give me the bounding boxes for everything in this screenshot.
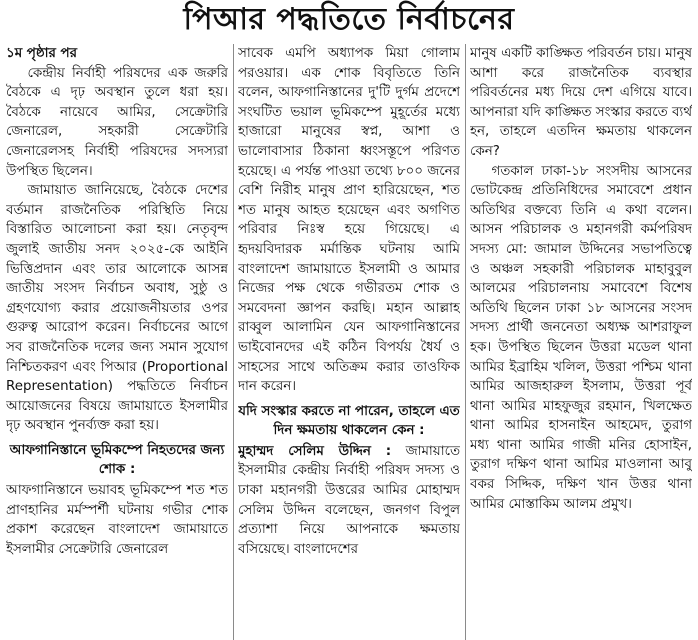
column-3-paragraph-2: গতকাল ঢাকা-১৮ সংসদীয় আসনের ভোটকেন্দ্র প্রতিনিধিদের সমাবেশে প্রধান অতিথির বক্তব্যে তিনি এ কথা বলেন। আসন পরিচালক ও মহানগরী কর্মপরিষদ সদস্য মো: জামাল উদ্দিনের সভাপতিত্বে ও অঞ্চল সহকারী পরিচালক মাহাবুবুল আলমের পরিচালনায় সমাবেশে বিশেষ অতিথি ছিলেন ঢাকা ১৮ আসনের সংসদ সদস্য প্রার্থী জননেতা অধ্যক্ষ আশরাফুল হক। উপস্থিত ছিলেন উত্তরা মডেল থানা আমির ইব্রাহিম খলিল, উত্তরা পশ্চিম থানা আমির আজহারুল ইসলাম, উত্তরা পূর্ব থানা আমির মাহফুজুর রহমান, খিলক্ষেত থানা আমির হাসনাইন আহমেদ, তুরাগ মধ্য থানা আমির গাজী মনির হোসাইন, তুরাগ দক্ষিণ থানা আমির মাওলানা আবু বকর সিদ্দিক, দক্ষিণ খান উত্তর থানা আমির মোস্তাকিম আলম প্রমুখ। [470,163,692,512]
subheading-reform-question: যদি সংস্কার করতে না পারেন, তাহলে এত দিন ক্ষমতায় থাকলেন কেন : [238,403,460,439]
column-1-paragraph-2: জামায়াত জানিয়েছে, বৈঠকে দেশের বর্তমান রাজনৈতিক পরিস্থিতি নিয়ে বিস্তারিত আলোচনা করা হয়। নেতৃবৃন্দ জুলাই জাতীয় সনদ ২০২৫-কে আইনি ভিত্তিপ্রদান এবং তার আলোকে আসন্ন জাতীয় সংসদ নির্বাচন অবাধ, সুষ্ঠু ও গ্রহণযোগ্য করার প্রয়োজনীয়তার ওপর গুরুত্ব আরোপ করেন। নির্বাচনের আগে সব রাজনৈতিক দলের জন্য সমান সুযোগ নিশ্চিতকরণ এবং পিআর (Proportional Representation) পদ্ধতিতে নির্বাচন আয়োজনের বিষয়ে জামায়াতে ইসলামীর দৃঢ় অবস্থান পুনর্ব্যক্ত করা হয়। [6,183,228,434]
subheading-afghanistan-earthquake: আফগানিস্তানে ভূমিকম্পে নিহতদের জন্য শোক : [9,442,225,478]
byline-lead: মুহাম্মদ সেলিম উদ্দিন : [238,443,392,459]
column-3-paragraph-1: মানুষ একটি কাঙ্ক্ষিত পরিবর্তন চায়। মানুষ আশা করে রাজনৈতিক ব্যবস্থার পরিবর্তনের মধ্য দিয়ে দেশ এগিয়ে যাবে। আপনারা যদি কাঙ্ক্ষিত সংস্কার করতে ব্যর্থ হন, তাহলে এতদিন ক্ষমতায় থাকলেন কেন? [470,46,692,159]
column-2-paragraph-2 [238,442,460,560]
column-1-paragraph-3: আফগানিস্তানে ভয়াবহ ভূমিকম্পে শত শত প্রাণহানির মর্মস্পর্শী ঘটনায় গভীর শোক প্রকাশ করেছেন বাংলাদেশ জামায়াতে ইসলামীর সেক্রেটারি জেনারেল [6,483,228,557]
column-divider-2 [465,44,466,640]
column-2-paragraph-1: সাবেক এমপি অধ্যাপক মিয়া গোলাম পরওয়ার। এক শোক বিবৃতিতে তিনি বলেন, আফগানিস্তানের দু'টি দুর্গম প্রদেশে সংঘটিত ভয়াল ভূমিকম্পে মুহূর্তের মধ্যে হাজারো মানুষের স্বপ্ন, আশা ও ভালোবাসার ঠিকানা ধ্বংসস্তূপে পরিণত হয়েছে। এ পর্যন্ত পাওয়া তথ্যে ৮০০ জনের বেশি নিরীহ মানুষ প্রাণ হারিয়েছেন, শত শত মানুষ আহত হয়েছেন এবং অগণিত পরিবার নিঃস্ব হয়ে গিয়েছে। এ হৃদয়বিদারক মর্মান্তিক ঘটনায় আমি বাংলাদেশ জামায়াতে ইসলামী ও আমার নিজের পক্ষ থেকে গভীরতম শোক ও সমবেদনা জ্ঞাপন করছি। মহান আল্লাহ রাব্বুল আলামিন যেন আফগানিস্তানের ভাইবোনদের এই কঠিন বিপর্যয় ধৈর্য ও সাহসের সাথে অতিক্রম করার তাওফিক দান করেন। [238,46,460,395]
article-headline: পিআর পদ্ধতিতে নির্বাচনের [183,2,515,37]
article-column-1 [6,44,228,640]
column-2-paragraph-2-text: জামায়াতে ইসলামীর কেন্দ্রীয় নির্বাহী পরিষদ সদস্য ও ঢাকা মহানগরী উত্তরের আমির মোহাম্মদ সেলিম উদ্দিন বলেছেন, জনগণ বিপুল প্রত্যাশা নিয়ে আপনাকে ক্ষমতায় বসিয়েছে। বাংলাদেশের [238,443,460,557]
article-column-3 [470,44,692,640]
column-1-paragraph-1: কেন্দ্রীয় নির্বাহী পরিষদের এক জরুরি বৈঠকে এ দৃঢ় অবস্থান তুলে ধরা হয়। বৈঠকে নায়েবে আমির, সেক্রেটারি জেনারেল, সহকারী সেক্রেটারি জেনারেলসহ নির্বাহী পরিষদের সদস্যরা উপস্থিত ছিলেন। [6,65,228,179]
article-column-2 [238,44,460,640]
continued-label: ১ম পৃষ্ঠার পর [6,46,77,61]
column-divider-1 [233,44,234,640]
